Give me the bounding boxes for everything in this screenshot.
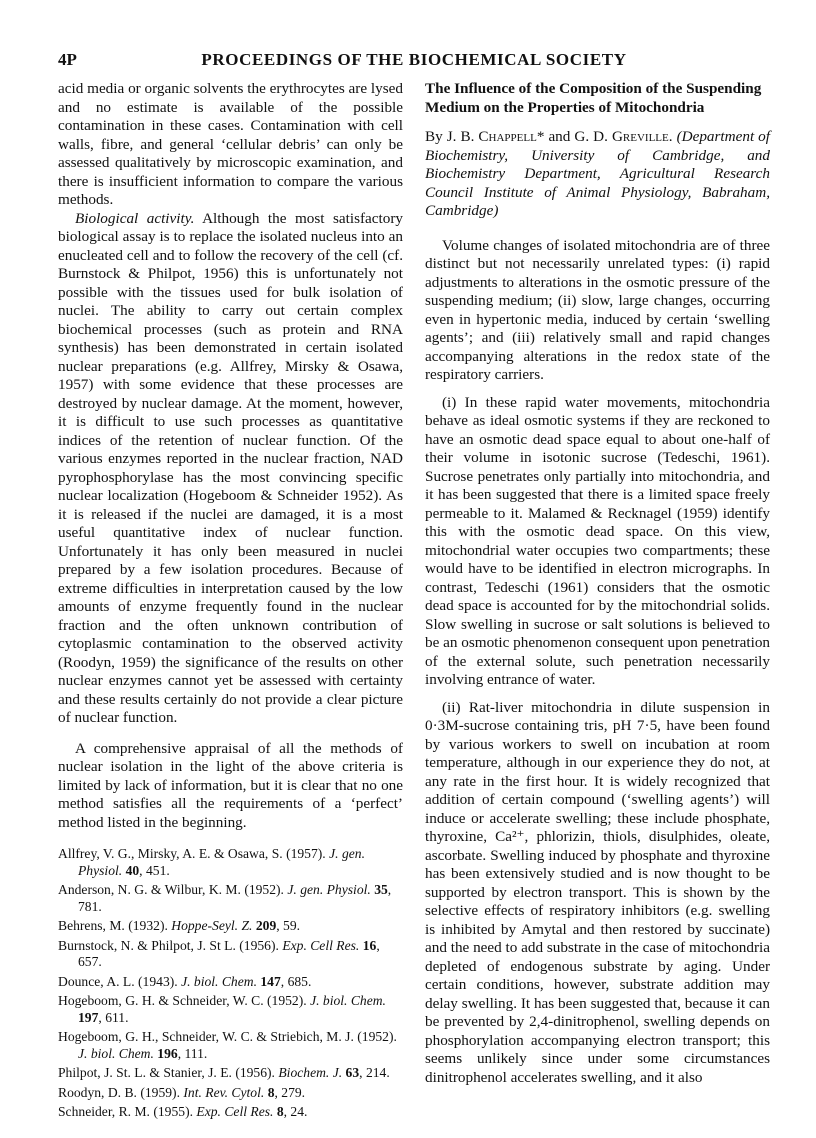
journal-title: PROCEEDINGS OF THE BIOCHEMICAL SOCIETY xyxy=(201,50,627,69)
reference-authors: Schneider, R. M. (1955). xyxy=(58,1104,197,1119)
reference-authors: Philpot, J. St. L. & Stanier, J. E. (1956). xyxy=(58,1065,279,1080)
page-number: 4P xyxy=(58,50,77,69)
reference-item xyxy=(58,974,403,991)
reference-item xyxy=(58,938,403,971)
reference-journal: Exp. Cell Res. xyxy=(196,1104,277,1119)
paragraph-text: Although the most satisfactory biological assay is to replace the isolated nucleus into an enucleated cell and to follow the recovery of the cell (cf. Burnstock & Philpot, 1956) this is unfortunately not possible with the tissues used for bulk isolation of nuclei. The ability to carry out certain complex biochemical processes (such as protein and RNA synthesis) has been demonstrated in certain isolated nuclear preparations (e.g. Allfrey, Mirsky & Osawa, 1957) with some evidence that these processes are destroyed by nuclear damage. At the moment, however, it is difficult to use such processes as quantitative indices of the retention of nuclear function. Of the various enzymes reported in the nuclear fraction, NAD pyrophosphorylase has the most convincing specific nuclear localization (Hogeboom & Schneider 1952). As it is released if the nuclei are damaged, it is a most useful quantitative index of nuclear function. Unfortunately it has only been measured in nuclei prepared by a few isolation procedures. Because of extreme difficulties in interpretation caused by the low amounts of enzyme frequently found in the nuclear fraction and the often unknown contribution of cytoplasmic contamination to the observed activity (Roodyn, 1959) the significance of the results on other nuclear enzymes cannot yet be assessed with certainty and these results certainly do not provide a clear picture of nuclear function. xyxy=(58,209,403,726)
reference-pages: , 24. xyxy=(283,1104,308,1119)
reference-pages: , 657. xyxy=(78,937,380,969)
paragraph-appraisal: A comprehensive appraisal of all the methods of nuclear isolation in the light of the above criteria is limited by lack of information, but it is clear that no one method satisfies all the requirements of a ‘perfect’ method listed in the beginning. xyxy=(58,739,403,831)
reference-item xyxy=(58,1029,403,1062)
reference-volume: 40 xyxy=(125,862,140,878)
reference-pages: , 685. xyxy=(280,973,312,989)
author-prefix: By J. B. xyxy=(425,128,479,145)
reference-pages: , 111. xyxy=(177,1045,208,1061)
reference-authors: Anderson, N. G. & Wilbur, K. M. (1952). xyxy=(58,882,288,897)
reference-list xyxy=(58,846,403,1121)
reference-pages: , 781. xyxy=(78,882,392,914)
reference-item xyxy=(58,1104,403,1121)
article-title: The Influence of the Composition of the Suspending Medium on the Properties of Mitochondria xyxy=(425,80,762,116)
paragraph-volume-changes: Volume changes of isolated mitochondria are of three distinct but not necessarily unrelated types: (i) rapid adjustments to alterations in the osmotic pressure of the suspending medium; (ii) slow, large changes, occurring even in hypertonic media, induced by certain ‘swelling agents’; and (iii) relatively small and rapid changes accompanying alterations in the redox state of the respiratory carriers. xyxy=(425,236,770,383)
reference-item xyxy=(58,918,403,935)
reference-journal: Int. Rev. Cytol. xyxy=(183,1084,268,1100)
reference-item xyxy=(58,1065,403,1082)
paragraph-biological-activity xyxy=(58,210,403,728)
reference-journal: J. gen. Physiol. xyxy=(287,882,375,897)
author-greville: Greville xyxy=(611,128,669,145)
reference-authors: Hogeboom, G. H., Schneider, W. C. & Striebich, M. J. (1952). xyxy=(58,1029,397,1044)
reference-authors: Allfrey, V. G., Mirsky, A. E. & Osawa, S. (1957). xyxy=(58,846,330,861)
right-column xyxy=(425,80,770,1087)
author-separator: * and G. D. xyxy=(536,128,612,145)
page-header xyxy=(58,50,770,74)
reference-authors: Burnstock, N. & Philpot, J. St L. (1956). xyxy=(58,937,283,953)
paragraph-contamination: acid media or organic solvents the erythrocytes are lysed and no estimate is available of the possible contamination in these cases. Contamination with cell walls, fibre, and general ‘cellular debris’ can only be assessed qualitatively by microscopic examination, and there is insufficient information to compare the various methods. xyxy=(58,80,403,208)
reference-item xyxy=(58,1085,403,1102)
paragraph-swelling-agents: (ii) Rat-liver mitochondria in dilute suspension in 0·3M-sucrose containing tris, pH 7·5, have been found by various workers to swell on incubation at room temperature, although in our experience they do not, at any rate in the first hour. It is widely recognized that addition of certain compound (‘swelling agents’) will induce or accelerate swelling; these include phosphate, thyroxine, Ca²⁺, phlorizin, thiols, disulphides, oleate, ascorbate. Swelling induced by phosphate and thyroxine has been extensively studied and is now thought to be supported by electron transport. This is shown by the selective effects of respiratory inhibitors (e.g. swelling is inhibited by Amytal and then restored by succinate) and the need to add substrate in the case of mitochondria depleted of endogenous substrate by aging. Under certain conditions, however, substrate addition may delay swelling. It has been suggested that, because it can be prevented by 2,4-dinitrophenol, swelling depends on phosphorylation accompanying electron transport; this seems unlikely since under some circumstances dinitrophenol accelerates swelling, and it also xyxy=(425,698,770,1086)
reference-pages: , 214. xyxy=(359,1065,390,1080)
section-heading-biological-activity: Biological activity. xyxy=(75,209,195,227)
reference-item xyxy=(58,882,403,915)
reference-journal: J. gen. Physiol. xyxy=(78,846,365,878)
reference-authors: Behrens, M. (1932). xyxy=(58,918,172,933)
author-suffix: . xyxy=(668,128,673,145)
reference-volume: 8 xyxy=(276,1104,284,1119)
reference-journal: Hoppe-Seyl. Z. xyxy=(171,918,256,933)
reference-pages: , 451. xyxy=(139,862,170,878)
reference-volume: 209 xyxy=(255,918,277,933)
reference-volume: 8 xyxy=(267,1084,275,1100)
reference-item xyxy=(58,993,403,1026)
reference-volume: 63 xyxy=(345,1065,360,1080)
reference-journal: J. biol. Chem. xyxy=(78,1045,158,1061)
author-chappell: Chappell xyxy=(478,128,537,145)
reference-authors: Dounce, A. L. (1943). xyxy=(58,973,182,989)
reference-item xyxy=(58,846,403,879)
reference-journal: Exp. Cell Res. xyxy=(282,937,363,953)
reference-pages: , 279. xyxy=(274,1084,306,1100)
reference-volume: 197 xyxy=(78,1009,99,1025)
reference-journal: J. biol. Chem. xyxy=(310,993,386,1008)
reference-journal: J. biol. Chem. xyxy=(181,973,261,989)
reference-volume: 147 xyxy=(260,973,281,989)
reference-authors: Roodyn, D. B. (1959). xyxy=(58,1084,184,1100)
reference-pages: , 611. xyxy=(98,1009,129,1025)
left-column xyxy=(58,80,403,1124)
reference-authors: Hogeboom, G. H. & Schneider, W. C. (1952). xyxy=(58,993,311,1008)
reference-pages: , 59. xyxy=(276,918,301,933)
reference-journal: Biochem. J. xyxy=(278,1065,346,1080)
reference-volume: 35 xyxy=(374,882,388,897)
reference-volume: 16 xyxy=(362,937,377,953)
reference-volume: 196 xyxy=(157,1045,178,1061)
author-block xyxy=(425,128,770,221)
paragraph-rapid-water-movements: (i) In these rapid water movements, mitochondria behave as ideal osmotic systems if they are reckoned to have an osmotic dead space equal to about one-half of their volume in isotonic sucrose (Tedeschi, 1961). Sucrose penetrates only partially into mitochondria, and it has been suggested that there is a limited space freely permeable to it. Malamed & Recknagel (1959) identify this with the osmotic dead space. On this view, mitochondrial water occupies two compartments; these would have to be identified in electron micrographs. In contrast, Tedeschi (1961) considers that the osmotic dead space is accounted for by the mitochondrial solids. Slow swelling in sucrose or salt solutions is believed to be an osmotic phenomenon consequent upon penetration of the external solute, such penetration necessarily involving entrance of water. xyxy=(425,393,771,688)
affiliation: (Department of Biochemistry, University of Cambridge, and Biochemistry Department, Agricultural Research Council Institute of Animal Physiology, Babraham, Cambridge) xyxy=(425,128,770,219)
